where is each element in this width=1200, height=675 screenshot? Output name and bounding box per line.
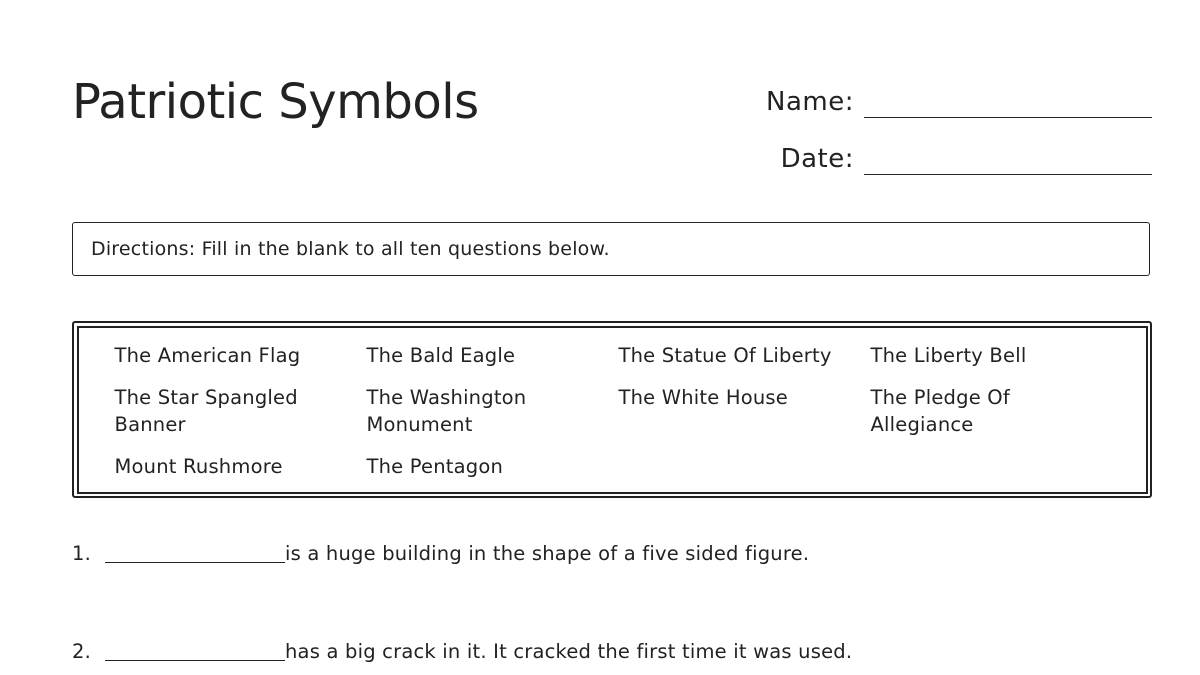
directions-text: Directions: Fill in the blank to all ten questions below. (91, 238, 610, 260)
question-number: 1. (72, 542, 92, 565)
word-bank-item: Mount Rushmore (114, 454, 283, 478)
word-bank-inner (77, 326, 1148, 494)
word-bank-item: The Pentagon (366, 454, 504, 478)
name-row (752, 78, 1152, 118)
word-bank-item: The Liberty Bell (870, 343, 1027, 367)
answer-blank[interactable] (105, 542, 285, 563)
name-line[interactable] (864, 116, 1152, 118)
question-number: 2. (72, 640, 92, 663)
date-line[interactable] (864, 173, 1152, 175)
answer-blank[interactable] (105, 640, 285, 661)
question-1 (72, 540, 809, 568)
word-bank-item: The Bald Eagle (366, 343, 516, 367)
word-bank-item: The Pledge Of Allegiance (870, 385, 1010, 436)
question-text: has a big crack in it. It cracked the first time it was used. (285, 640, 853, 663)
date-label: Date: (780, 144, 854, 174)
word-bank-item: The American Flag (114, 343, 301, 367)
word-bank-item: The Statue Of Liberty (618, 343, 832, 367)
worksheet-title: Patriotic Symbols (72, 74, 479, 130)
name-label: Name: (766, 87, 854, 117)
directions-box (72, 222, 1150, 276)
word-bank (72, 321, 1152, 498)
word-bank-grid (115, 342, 1123, 480)
date-row (752, 135, 1152, 175)
word-bank-item: The Washington Monument (366, 385, 527, 436)
question-text: is a huge building in the shape of a five sided figure. (285, 542, 810, 565)
word-bank-item: The Star Spangled Banner (114, 385, 298, 436)
name-date-block (752, 78, 1152, 192)
question-2 (72, 638, 852, 666)
word-bank-item: The White House (618, 385, 788, 409)
